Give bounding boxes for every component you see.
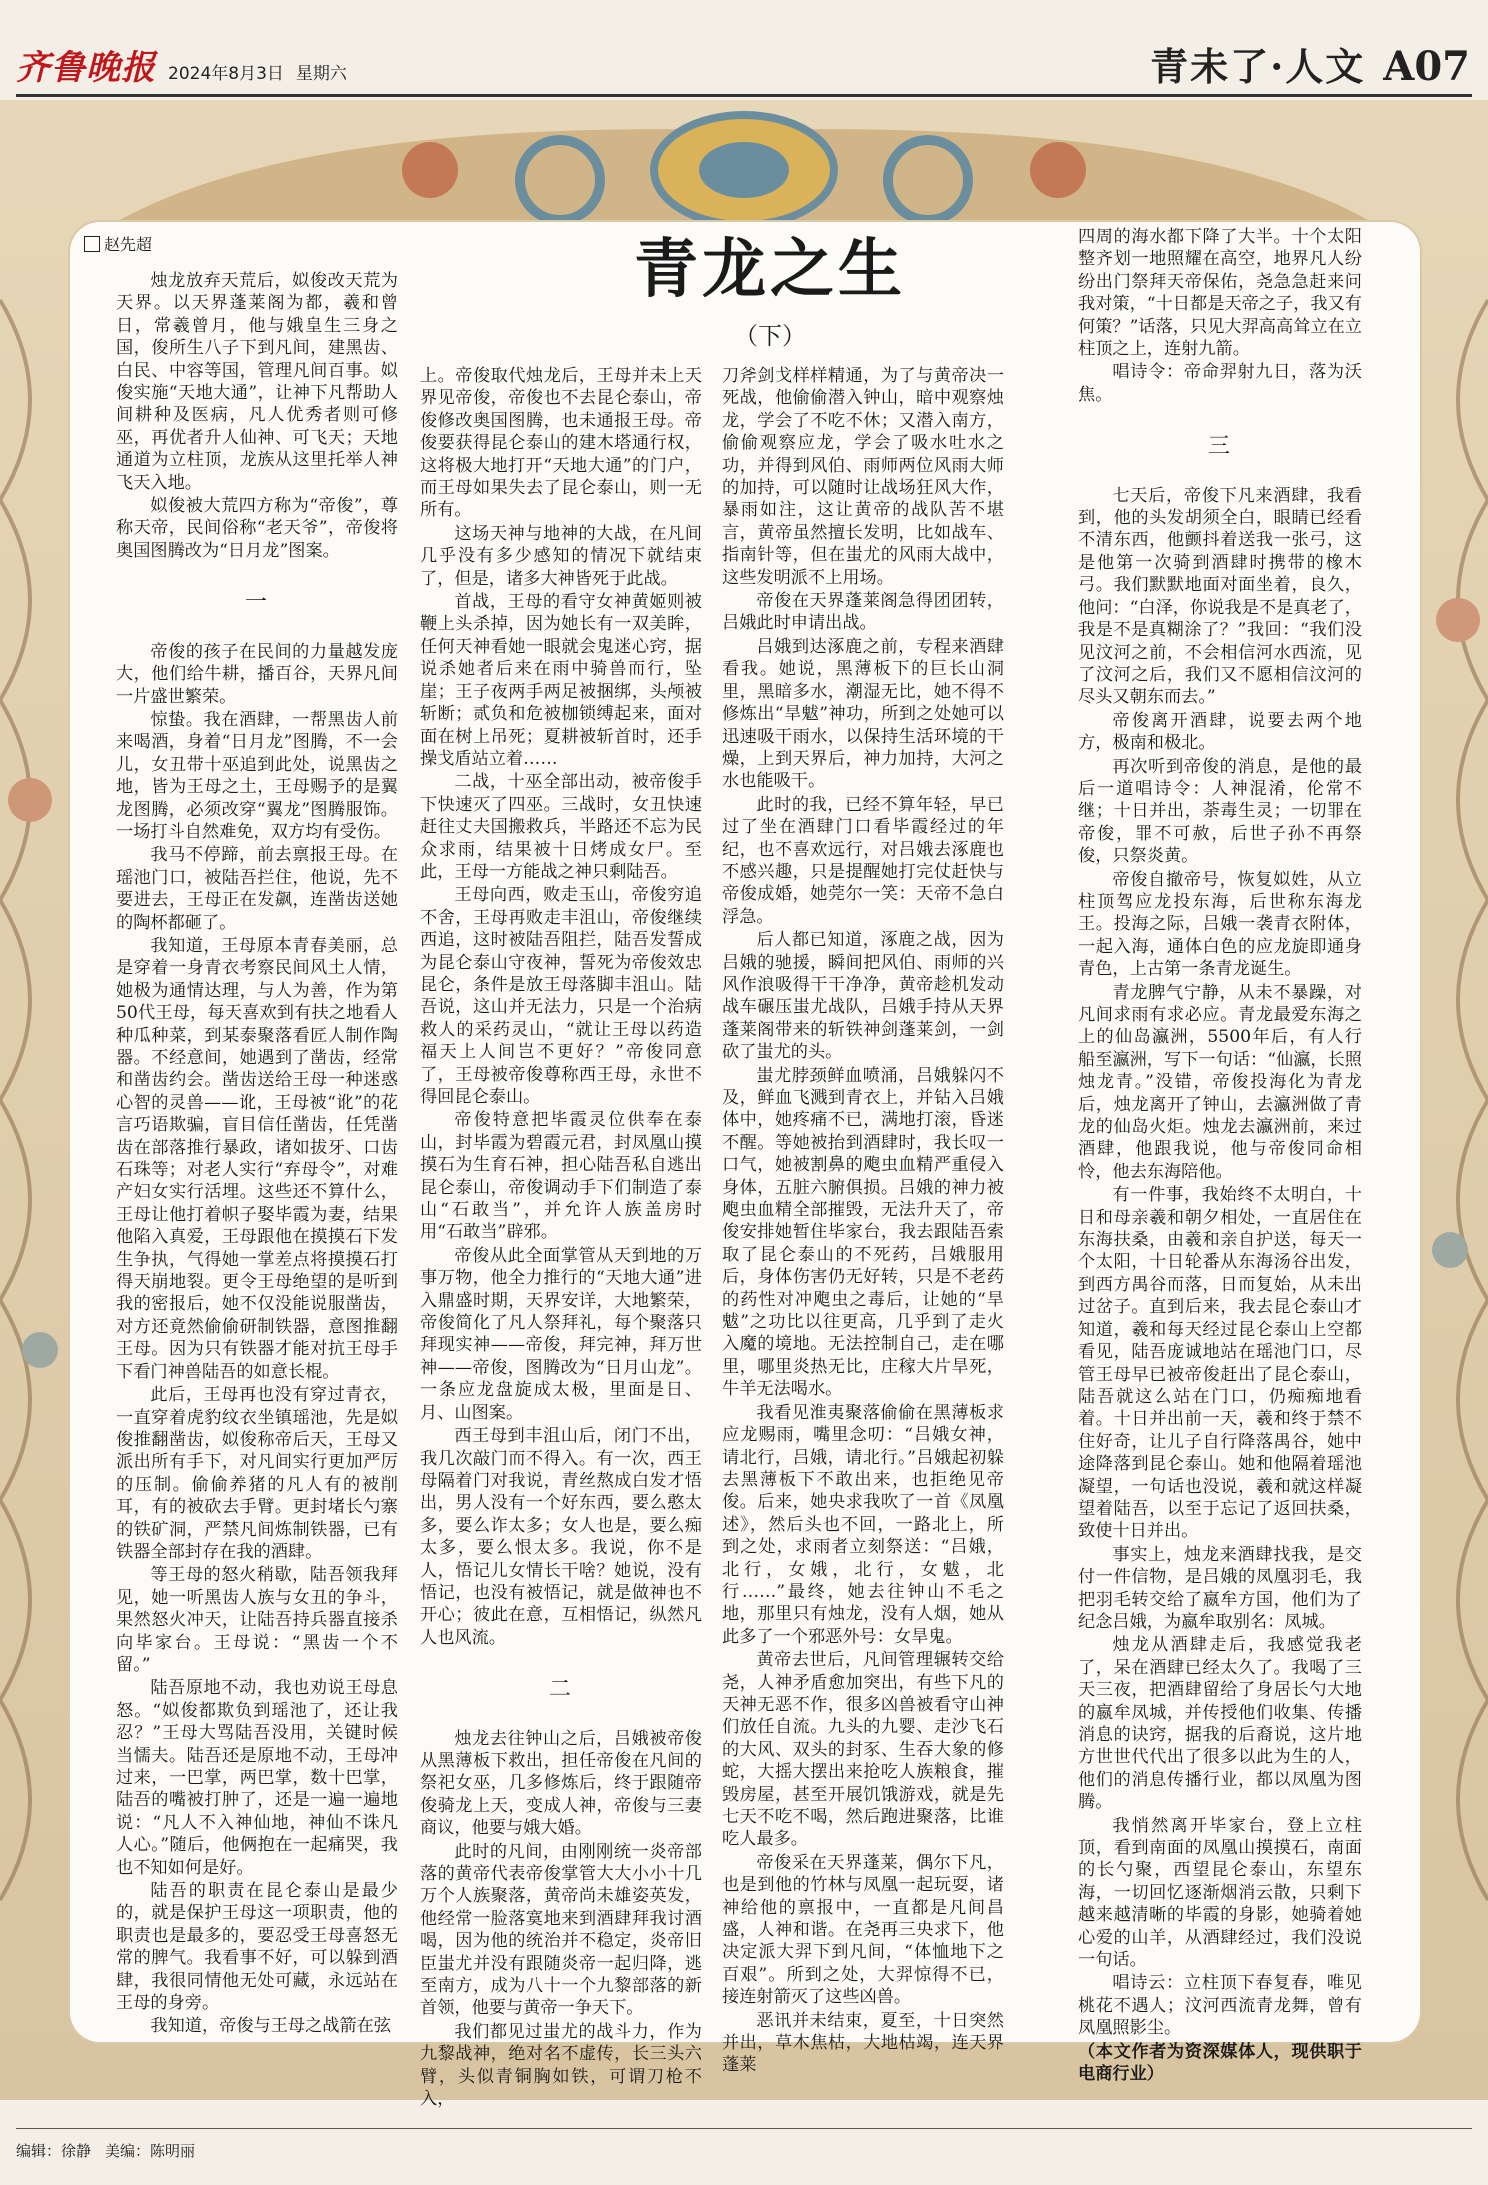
paragraph: 帝俊在天界蓬莱阁急得团团转，吕娥此时申请出战。 xyxy=(722,591,1004,634)
author-note: （本文作者为资深媒体人，现供职于电商行业） xyxy=(1078,2041,1362,2085)
paragraph: 唱诗令：帝命羿射九日，落为沃焦。 xyxy=(1078,362,1362,405)
masthead-rule xyxy=(16,94,1472,97)
paragraph: 帝俊离开酒肆，说要去两个地方，极南和极北。 xyxy=(1078,710,1362,754)
article-title: 青龙之生 xyxy=(634,232,906,307)
issue-weekday: 星期六 xyxy=(295,64,347,84)
paragraph: 二战，十巫全部出动，被帝俊手下快速灭了四巫。三战时，女丑快速赶往丈夫国搬救兵，半路还不忘为民众求雨，结果被十日烤成女尸。至此，王母一方能战之神只剩陆吾。 xyxy=(420,772,702,882)
paragraph: 西王母到丰沮山后，闭门不出，我几次敲门而不得入。有一次，西王母隔着门对我说，青丝熬成白发才悟出，男人没有一个好东西，要么憨太多，要么诈太多；女人也是，要么痴太多，要么恨太多。我说，你不是人，悟记儿女情长干啥？她说，没有悟记，也没有被悟记，就是做神也不开心；彼此在意，互相悟记，纵然凡人也风流。 xyxy=(420,1426,702,1648)
paragraph: 此后，王母再也没有穿过青衣，一直穿着虎豹纹衣坐镇瑶池，先是姒俊推翻凿齿，姒俊称帝后天，王母又派出所有手下，对凡间实行更加严厉的压制。偷偷养猪的凡人有的被削耳，有的被砍去手臂。更封堵长勺寨的铁矿洞，严禁凡间炼制铁器，已有铁器全部封存在我的酒肆。 xyxy=(116,1385,398,1562)
newspaper-logo: 齐鲁晚报 xyxy=(16,48,156,88)
text-column-3 xyxy=(722,365,1004,2076)
paragraph: 刀斧剑戈样样精通，为了与黄帝决一死战，他偷偷潜入钟山，暗中观察烛龙，学会了不吃不休；又潜入南方，偷偷观察应龙，学会了吸水吐水之功，并得到风伯、雨师两位风雨大师的加持，可以随时让战场狂风大作，暴雨如注，这让黄帝的战队苦不堪言，黄帝虽然擅长发明，比如战车、指南针等，但在蚩尤的风雨大战中，这些发明派不上用场。 xyxy=(722,366,1004,588)
paragraph: 帝俊自撤帝号，恢复姒姓，从立柱顶驾应龙投东海，后世称东海龙王。投海之际，吕娥一袭青衣附体，一起入海，通体白色的应龙旋即通身青色，上古第一条青龙诞生。 xyxy=(1078,869,1362,980)
designer-credit: 美编：陈明丽 xyxy=(105,2142,196,2160)
paragraph: 帝俊的孩子在民间的力量越发庞大，他们给牛耕，播百谷，天界凡间一片盛世繁荣。 xyxy=(116,641,398,707)
paragraph: 我知道，帝俊与王母之战箭在弦 xyxy=(150,2016,392,2037)
paragraph: 烛龙去往钟山之后，吕娥被帝俊从黑薄板下救出，担任帝俊在凡间的祭祀女巫，几多修炼后，终于跟随帝俊骑龙上天，变成人神，帝俊与三妻商议，他要与娥大婚。 xyxy=(420,1728,702,1839)
paragraph: 四周的海水都下降了大半。十个太阳整齐划一地照耀在高空，地界凡人纷纷出门祭拜天帝保佑，尧急急赶来问我对策，“十日都是天帝之子，我又有何策？”话落，只见大羿高高耸立在立柱顶之上，连射九箭。 xyxy=(1078,227,1362,360)
paragraph: 王母向西，败走玉山，帝俊穷追不舍，王母再败走丰沮山，帝俊继续西追，这时被陆吾阻拦，陆吾发誓成为昆仑泰山守夜神，誓死为帝俊效忠昆仑，条件是放王母落脚丰沮山。陆吾说，这山并无法力，只是一个治病救人的采药灵山，“就让王母以药造福天上人间岂不更好？”帝俊同意了，王母被帝俊尊称西王母，永世不得回昆仑泰山。 xyxy=(420,885,702,1107)
masthead-left xyxy=(16,40,347,89)
footer-rule xyxy=(16,2128,1472,2129)
paragraph: 吕娥到达涿鹿之前，专程来酒肆看我。她说，黑薄板下的巨长山洞里，黑暗多水，潮湿无比，她不得不修炼出“旱魃”神功，所到之处她可以迅速吸干雨水，以保持生活环境的干燥，上到天界后，神力加持，大河之水也能吸干。 xyxy=(722,636,1004,792)
masthead-right xyxy=(1150,36,1470,91)
section-heading: 二 xyxy=(548,1677,573,1703)
article-subtitle: （下） xyxy=(734,322,806,350)
text-column-4 xyxy=(1078,226,1362,2085)
paragraph: 此时的凡间，由刚刚统一炎帝部落的黄帝代表帝俊掌管大大小小十几万个人族聚落，黄帝尚未雄姿英发，他经常一脸落寞地来到酒肆拜我讨酒喝，因为他的统治并不稳定，炎帝旧臣蚩尤并没有跟随炎帝一起归降，逃至南方，成为八十一个九黎部落的新首领，他要与黄帝一争天下。 xyxy=(420,1841,702,2019)
footer xyxy=(16,2140,195,2161)
paragraph: 陆吾的职责在昆仑泰山是最少的，就是保护王母这一项职责，他的职责也是最多的，要忍受王母喜怒无常的脾气。我看事不好，可以躲到酒肆，我很同情他无处可藏，永远站在王母的身旁。 xyxy=(116,1881,398,2014)
page-number: A07 xyxy=(1383,43,1470,90)
paragraph: 我们都见过蚩尤的战斗力，作为九黎战神，绝对名不虚传，长三头六臂，头似青铜胸如铁，可谓刀枪不入， xyxy=(420,2021,702,2110)
paragraph: 等王母的怒火稍歇，陆吾领我拜见，她一听黑齿人族与女丑的争斗，果然怒火冲天，让陆吾持兵器直接杀向毕家台。王母说：“黑齿一个不留。” xyxy=(116,1565,398,1675)
text-column-1 xyxy=(116,270,398,2037)
text-column-2 xyxy=(420,365,702,2110)
paragraph: 有一件事，我始终不太明白，十日和母亲羲和朝夕相处，一直居住在东海扶桑，由羲和亲自护送，每天一个太阳，十日轮番从东海汤谷出发，到西方禺谷而落，日而复始，从未出过岔子。直到后来，我去昆仑泰山才知道，羲和每天经过昆仑泰山上空都看见，陆吾庞诚地站在瑶池门口，尽管王母早已被帝俊赶出了昆仑泰山，陆吾就这么站在门口，仍痴痴地看着。十日并出前一天，羲和终于禁不住好奇，让儿子自行降落禺谷，她中途降落到昆仑泰山。她和他隔着瑶池凝望，一句话也没说，羲和就这样凝望着陆吾，以至于忘记了返回扶桑，致使十日并出。 xyxy=(1078,1185,1362,1542)
author-name: 赵先超 xyxy=(104,235,153,254)
paragraph: 我知道，王母原本青春美丽，总是穿着一身青衣考察民间风土人情，她极为通情达理，与人为善，作为第50代王母，每天喜欢到有扶之地看人种瓜种菜，到某泰聚落看匠人制作陶器。不经意间，她遇到了凿齿，经常和凿齿约会。凿齿送给王母一种迷惑心智的灵兽——讹，王母被“讹”的花言巧语欺骗，盲目信任凿齿，任凭凿齿在部落推行暴政，诸如拔牙、口齿石珠等；对老人实行“弃母令”，对难产妇女实行活埋。这些还不算什么，王母让他打着帜子娶毕霞为妻，结果他陷入真爱，王母跟他在摸摸石下发生争执，气得她一掌差点将摸摸石打得天崩地裂。更令王母绝望的是听到我的密报后，她不仅没能说服凿齿，对方还竟然偷偷研制铁器，意图推翻王母。因为只有铁器才能对抗王母手下看门神兽陆吾的如意长棍。 xyxy=(116,935,398,1382)
paragraph: 首战，王母的看守女神黄姬则被鞭上头杀掉，因为她长有一双美眸，任何天神看她一眼就会鬼迷心窍，据说杀她者后来在雨中骑兽而行，坠崖；王子夜两手两足被捆绑，头颅被斩断；贰负和危被枷锁缚起来，面对面在树上吊死；夏耕被斩首时，还手操戈盾站立着…… xyxy=(420,592,702,769)
byline-box-icon xyxy=(84,236,100,252)
masthead xyxy=(0,0,1488,88)
paragraph: 姒俊被大荒四方称为“帝俊”，尊称天帝，民间俗称“老天爷”，帝俊将奥国图腾改为“日月龙”图案。 xyxy=(116,496,398,561)
section-heading: 一 xyxy=(244,590,269,616)
editor-credit: 编辑：徐静 xyxy=(16,2142,92,2160)
paragraph: 恶讯并未结束，夏至，十日突然并出，草木焦枯，大地枯竭，连天界蓬莱 xyxy=(722,2010,1004,2076)
paragraph: 帝俊采在天界蓬莱，偶尔下凡，也是到他的竹林与凤凰一起玩耍，诸神给他的禀报中，一直都是凡间昌盛，人神和谐。在尧再三央求下，他决定派大羿下到凡间，“体恤地下之百艰”。所到之处，大羿惊得不已，接连射箭灭了这些凶兽。 xyxy=(722,1852,1004,2008)
paragraph: 烛龙放弃天荒后，姒俊改天荒为天界。以天界蓬莱阁为都，羲和曾日，常羲曾月，他与娥皇生三身之国，俊所生八子下到凡间，建黑齿、白民、中容等国，管理凡间百事。姒俊实施“天地大通”，让神下凡帮助人间耕种及医病，凡人优秀者则可修巫，再优者升人仙神、可飞天；天地通道为立柱顶，龙族从这里托举人神飞天入地。 xyxy=(116,271,398,493)
section-name: 青未了·人文 xyxy=(1150,44,1366,89)
issue-date: 2024年8月3日 xyxy=(168,64,284,84)
paragraph: 上。帝俊取代烛龙后，王母并未上天界见帝俊，帝俊也不去昆仑泰山，帝俊修改奥国图腾，也未通报王母。帝俊要获得昆仑泰山的建木塔通行权，这将极大地打开“天地大通”的门户，而王母如果失去了昆仑泰山，则一无所有。 xyxy=(420,366,702,521)
byline xyxy=(84,232,152,255)
paragraph: 青龙脾气宁静，从未不暴躁，对凡间求雨有求必应。青龙最爱东海之上的仙岛瀛洲，5500年后，有人行船至瀛洲，写下一句话：“仙瀛，长照烛龙青。”没错，帝俊投海化为青龙后，烛龙离开了钟山，去瀛洲做了青龙的仙岛火炬。烛龙去瀛洲前，来过酒肆，他跟我说，他与帝俊同命相怜，他去东海陪他。 xyxy=(1078,982,1362,1182)
paragraph: 唱诗云：立柱顶下春复春，唯见桃花不遇人；汶河西流青龙舞，曾有凤凰照影尘。 xyxy=(1078,1973,1362,2039)
paragraph: 帝俊从此全面掌管从天到地的万事万物，他全力推行的“天地大通”进入鼎盛时期，天界安详，大地繁荣，帝俊简化了凡人祭拜礼，每个聚落只拜现实神——帝俊，拜完神，拜万世神——帝俊，图腾改为“日月山龙”。一条应龙盘旋成太极，里面是日、月、山图案。 xyxy=(420,1245,702,1423)
paragraph: 我马不停蹄，前去禀报王母。在瑶池门口，被陆吾拦住，他说，先不要进去，王母正在发飙，连凿齿送她的陶杯都砸了。 xyxy=(116,845,398,933)
paragraph: 蚩尤脖颈鲜血喷涌，吕娥躲闪不及，鲜血飞溅到青衣上，并钻入吕娥体中，她疼痛不已，满地打滚，昏迷不醒。等她被抬到酒肆时，我长叹一口气，她被割鼻的飑虫血精严重侵入身体，五脏六腑俱损。吕娥的神力被飑虫血精全部摧毁，无法升天了，帝俊安排她暂住毕家台，我去跟陆吾索取了昆仑泰山的不死药，吕娥服用后，身体伤害仍无好转，只是不老药的药性对冲飑虫之毒后，让她的“旱魃”之功比以往更高，几乎到了走火入魔的境地。无法控制自己，走在哪里，哪里炎热无比，庄稼大片旱死，牛羊无法喝水。 xyxy=(722,1065,1004,1400)
paragraph: 我看见淮夷聚落偷偷在黑薄板求应龙赐雨，嘴里念叨：“吕娥女神，请北行，吕娥，请北行。”吕娥起初躲去黑薄板下不敢出来，也拒绝见帝俊。后来，她央求我吹了一首《凤凰述》，然后头也不回，一路北上，所到之处，求雨者立刻祭送：“吕娥，北行，女娥，北行，女魃，北行……”最终，她去往钟山不毛之地，那里只有烛龙，没有人烟，她从此多了一个邪恶外号：女旱鬼。 xyxy=(722,1402,1004,1647)
paragraph: 帝俊特意把毕霞灵位供奉在泰山，封毕霞为碧霞元君，封凤凰山摸摸石为生育石神，担心陆吾私自逃出昆仑泰山，帝俊调动手下们制造了泰山“石敢当”，并允许人族盖房时用“石敢当”辟邪。 xyxy=(420,1110,702,1243)
paragraph: 再次听到帝俊的消息，是他的最后一道唱诗令：人神混淆，伦常不继；十日并出，荼毒生灵；一切罪在帝俊，罪不可赦，后世子孙不再祭俊，只祭炎黄。 xyxy=(1078,756,1362,867)
paragraph: 此时的我，已经不算年轻，早已过了坐在酒肆门口看毕霞经过的年纪，也不喜欢远行，对吕娥去涿鹿也不感兴趣，只是提醒她打完仗赶快与帝俊成婚，她莞尔一笑：天帝不急白浮急。 xyxy=(722,794,1004,927)
paragraph: 惊蛰。我在酒肆，一帮黑齿人前来喝酒，身着“日月龙”图腾，不一会儿，女丑带十巫追到此处，说黑齿之地，皆为王母之土，王母赐予的是翼龙图腾，必须改穿“翼龙”图腾服饰。一场打斗自然难免，双方均有受伤。 xyxy=(116,709,398,842)
paragraph: 七天后，帝俊下凡来酒肆，我看到，他的头发胡须全白，眼睛已经看不清东西，他颤抖着送我一张弓，这是他第一次骑到酒肆时携带的橡木弓。我们默默地面对面坐着，良久，他问：“白泽，你说我是不是真老了，我是不是真糊涂了？”我回：“我们没见汶河之前，不会相信河水西流，见了汶河之后，我们又不愿相信汶河的尽头又朝东而去。” xyxy=(1078,485,1362,708)
paragraph: 后人都已知道，涿鹿之战，因为吕娥的驰援，瞬间把风伯、雨师的兴风作浪吸得干干净净，黄帝趁机发动战车碾压蚩尤战队，吕娥手持从天界蓬莱阁带来的斩铁神剑蓬莱剑，一剑砍了蚩尤的头。 xyxy=(722,930,1004,1063)
paragraph: 我悄然离开毕家台，登上立柱顶，看到南面的凤凰山摸摸石，南面的长勺聚，西望昆仑泰山，东望东海，一切回忆逐渐烟消云散，只剩下越来越清晰的毕霞的身影，她骑着她心爱的山羊，从酒肆经过，我们没说一句话。 xyxy=(1078,1815,1362,1971)
paragraph: 陆吾原地不动，我也劝说王母息怒。“姒俊都欺负到瑶池了，还让我忍？”王母大骂陆吾没用，关键时候当懦夫。陆吾还是原地不动，王母冲过来，一巴掌，两巴掌，数十巴掌，陆吾的嘴被打肿了，还是一遍一遍地说：“凡人不入神仙地，神仙不诛凡人心。”随后，他俩抱在一起痛哭，我也不知如何是好。 xyxy=(116,1678,398,1878)
paragraph: 烛龙从酒肆走后，我感觉我老了，呆在酒肆已经太久了。我喝了三天三夜，把酒肆留给了身居长勺大地的嬴牟凤城，并传授他们收集、传播消息的诀窍，据我的后裔说，这片地方世世代代出了很多以此为生的人，他们的消息传播行业，都以凤凰为图腾。 xyxy=(1078,1635,1362,1813)
section-heading: 三 xyxy=(1207,434,1232,460)
paragraph: 黄帝去世后，凡间管理辗转交给尧，人神矛盾愈加突出，有些下凡的天神无恶不作，很多凶兽被看守山神们放任自流。九头的九婴、走沙飞石的大风、双头的封豕、生吞大象的修蛇，大摇大摆出来抢吃人族粮食，摧毁房屋，甚至开展饥饿游戏，就是先七天不吃不喝，然后跑进聚落，比谁吃人最多。 xyxy=(722,1650,1004,1850)
paragraph: 这场天神与地神的大战，在凡间几乎没有多少感知的情况下就结束了，但是，诸多大神皆死于此战。 xyxy=(420,523,702,589)
paragraph: 事实上，烛龙来酒肆找我，是交付一件信物，是吕娥的凤凰羽毛，我把羽毛转交给了嬴牟方国，他们为了纪念吕娥，为嬴牟取别名：凤城。 xyxy=(1078,1544,1362,1632)
